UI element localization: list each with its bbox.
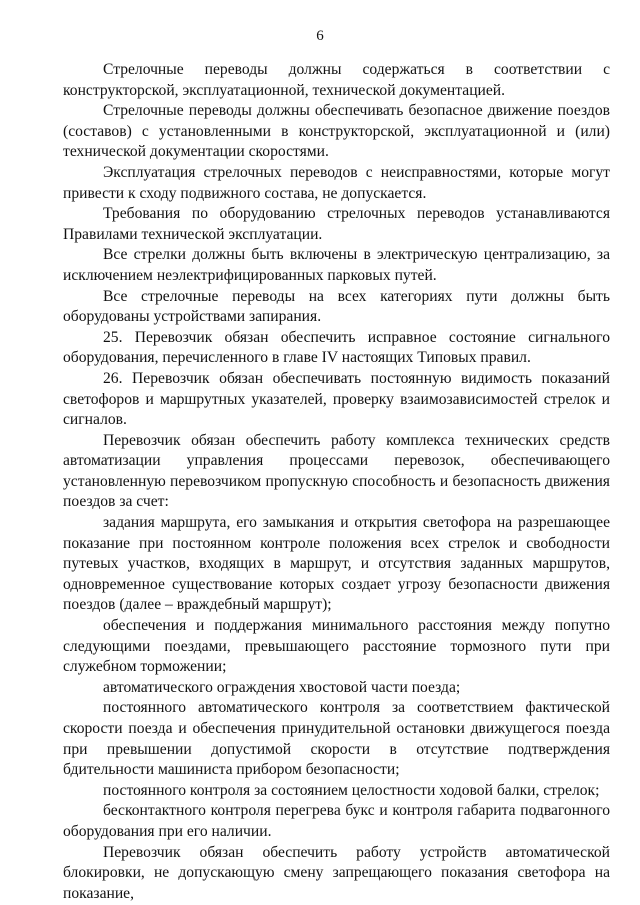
paragraph-9: Перевозчик обязан обеспечить работу комплекса технических средств автоматизации управления процессами перевозок, обеспечивающего установленную перевозчиком пропускную способность и безопасность движения поездов за счет: [63, 431, 610, 511]
paragraph-8: 26. Перевозчик обязан обеспечивать постоянную видимость показаний светофоров и маршрутных указателей, проверку взаимозависимостей стрелок и сигналов. [63, 369, 610, 429]
paragraph-10: задания маршрута, его замыкания и открытия светофора на разрешающее показание при постоянном контроле положения всех стрелок и свободности путевых участков, входящих в маршрут, и отсутствия заданных маршрутов, одновременное существование которых создает угрозу безопасности движения поездов (далее – враждебный маршрут); [63, 514, 610, 614]
paragraph-4: Требования по оборудованию стрелочных переводов устанавливаются Правилами технической эксплуатации. [63, 205, 610, 243]
paragraph-12: автоматического ограждения хвостовой части поезда; [103, 678, 461, 696]
paragraph-16: Перевозчик обязан обеспечить работу устройств автоматической блокировки, не допускающую смену запрещающего показания светофора на показание, [63, 843, 610, 902]
paragraph-6: Все стрелочные переводы на всех категориях пути должны быть оборудованы устройствами запирания. [63, 287, 610, 326]
paragraph-3: Эксплуатация стрелочных переводов с неисправностями, которые могут привести к сходу подвижного состава, не допускается. [63, 163, 610, 202]
paragraph-15: бесконтактного контроля перегрева букс и контроля габарита подвагонного оборудования при его наличии. [63, 802, 610, 840]
paragraph-7: 25. Перевозчик обязан обеспечить исправное состояние сигнального оборудования, перечисленного в главе IV настоящих Типовых правил. [63, 328, 610, 367]
paragraph-14: постоянного контроля за состоянием целостности ходовой балки, стрелок; [103, 781, 600, 799]
paragraph-1: Стрелочные переводы должны содержаться в соответствии с конструкторской, эксплуатационной, технической документацией. [63, 61, 610, 99]
document-body [63, 60, 610, 904]
paragraph-5: Все стрелки должны быть включены в электрическую централизацию, за исключением неэлектрифицированных парковых путей. [63, 246, 610, 284]
paragraph-11: обеспечения и поддержания минимального расстояния между попутно следующими поездами, превышающего расстояние тормозного пути при служебном торможении; [63, 617, 610, 676]
page-number: 6 [316, 28, 324, 44]
paragraph-13: постоянного автоматического контроля за соответствием фактической скорости поезда и обеспечения принудительной остановки движущегося поезда при превышении допустимой скорости в отсутствие подтверждения бдительности машиниста прибором безопасности; [63, 699, 610, 779]
paragraph-2: Стрелочные переводы должны обеспечивать безопасное движение поездов (составов) с установленными в конструкторской, эксплуатационной и (или) технической документации скоростями. [63, 102, 610, 161]
